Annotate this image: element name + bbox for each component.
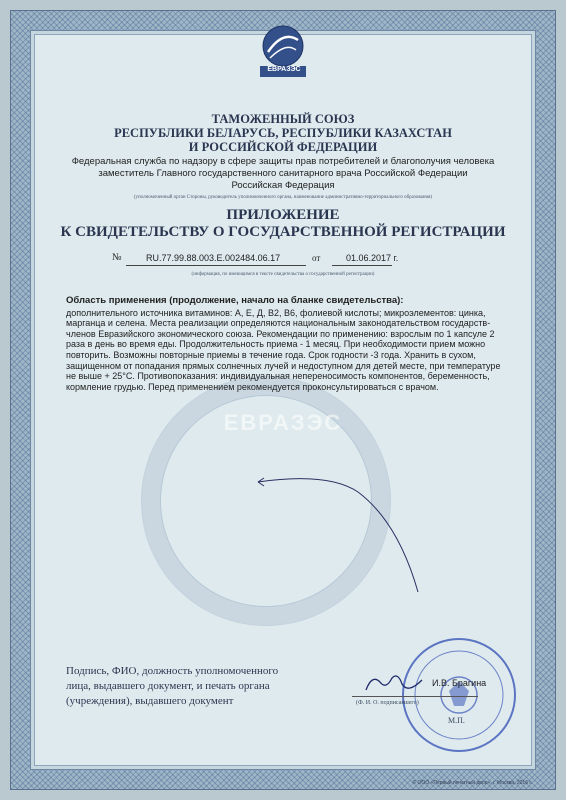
org-line-2: РЕСПУБЛИКИ БЕЛАРУСЬ, РЕСПУБЛИКИ КАЗАХСТАН <box>114 126 452 140</box>
org-line-3: И РОССИЙСКОЙ ФЕДЕРАЦИИ <box>188 140 378 154</box>
printer-credit: © ООО «Первый печатный двор», г. Москва, 2016 г. <box>412 780 532 786</box>
title-line-1: ПРИЛОЖЕНИЕ <box>226 207 340 223</box>
authority-caption: (уполномоченный орган Стороны, руководитель уполномоченного органа, наименование административно-территориального образования) <box>133 195 433 200</box>
scope-heading: Область применения (продолжение, начало на бланке свидетельства): <box>66 295 404 306</box>
issuing-authority <box>40 112 526 192</box>
emblem-label: ЕВРАЗЭС <box>267 66 301 73</box>
title-line-2: К СВИДЕТЕЛЬСТВУ О ГОСУДАРСТВЕННОЙ РЕГИСТРАЦИИ <box>60 224 506 240</box>
number-underline <box>126 265 306 266</box>
stamp-place-label: М.П. <box>448 716 465 725</box>
date-label: от <box>312 253 321 263</box>
signature-block-caption: Подпись, ФИО, должность уполномоченного лица, выдавшего документ, и печать органа (учреждения), выдавшего документ <box>66 665 279 707</box>
registration-date: 01.06.2017 г. <box>346 253 399 263</box>
handwritten-signature <box>362 670 432 698</box>
agency-line-1: Федеральная служба по надзору в сфере защиты прав потребителей и благополучия человека <box>71 156 495 167</box>
agency-line-3: Российская Федерация <box>231 180 335 191</box>
registration-line <box>112 252 492 268</box>
document-title <box>40 207 526 241</box>
scope-section <box>66 296 508 392</box>
date-underline <box>332 265 392 266</box>
registration-caption: (информация, по имеющимся в тексте свидетельства о государственной регистрации) <box>191 272 375 277</box>
registration-number: RU.77.99.88.003.Е.002484.06.17 <box>146 253 281 263</box>
signature-underline <box>352 696 478 697</box>
number-label: № <box>112 252 122 263</box>
watermark-text: ЕВРАЗЭС <box>223 410 343 435</box>
org-line-1: ТАМОЖЕННЫЙ СОЮЗ <box>211 112 355 126</box>
signer-name: И.В. Брагина <box>432 678 487 688</box>
signature-flourish <box>248 452 438 602</box>
agency-line-2: заместитель Главного государственного санитарного врача Российской Федерации <box>98 168 468 179</box>
signer-caption: (Ф. И. О. подписавшего) <box>356 700 419 706</box>
scope-text: дополнительного источника витаминов: А, Е, Д, В2, В6, фолиевой кислоты; микроэлементов: цинка, марганца и селена. Места реализации определяются национальным законодательством государств-членов Евразийского экономического союза. Рекомендации по применению: взрослым по 1 капсуле 2 раза в день во время еды. Продолжительность приема - 1 месяц. При необходимости прием можно повторить. Возможны повторные приемы в течение года. Срок годности -3 года. Хранить в сухом, защищенном от попадания прямых солнечных лучей и недоступном для детей месте, при температуре не выше + 25°С. Противопоказания: индивидуальная непереносимость компонентов, беременность, кормление грудью. Перед применением рекомендуется проконсультироваться с врачом. <box>66 307 501 392</box>
